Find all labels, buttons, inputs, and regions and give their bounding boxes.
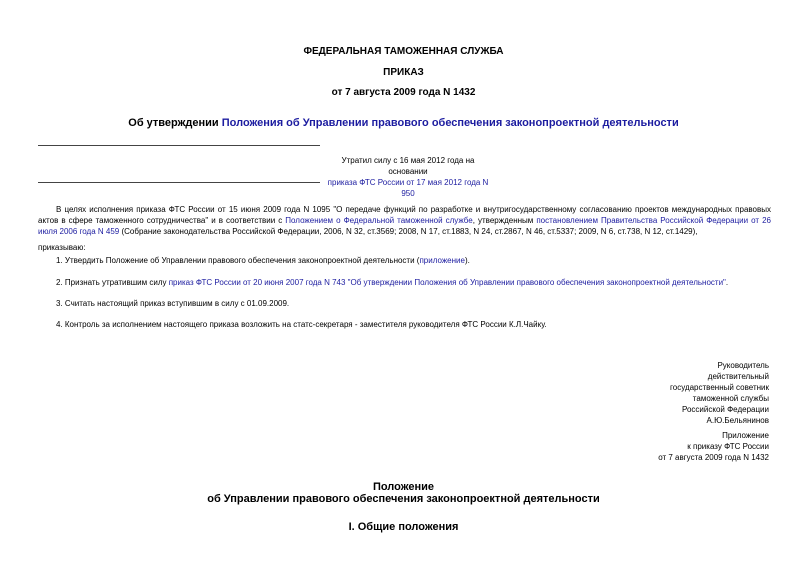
appendix-line-1: Приложение bbox=[722, 431, 769, 440]
signature-line-4: таможенной службы bbox=[692, 394, 769, 403]
item-1-end: ). bbox=[464, 256, 470, 265]
divider-top bbox=[38, 145, 320, 146]
preamble-text-2: , утвержденным bbox=[472, 216, 537, 225]
document-title bbox=[0, 117, 807, 129]
appendix-block bbox=[519, 430, 769, 463]
preamble-link-government-resolution[interactable]: постановлением Правительства Российской Федерации от 26 июля 2006 года N 459 bbox=[38, 216, 771, 236]
document-title-prefix: Об утверждении bbox=[128, 117, 222, 129]
item-1 bbox=[38, 255, 771, 266]
item-2-text: 2. Признать утратившим силу bbox=[56, 278, 169, 287]
item-4: 4. Контроль за исполнением настоящего приказа возложить на статс-секретаря - заместителя руководителя ФТС России К.Л.Чайку. bbox=[56, 320, 547, 329]
regulation-title: Положение bbox=[372, 481, 435, 493]
divider-bottom bbox=[38, 182, 320, 183]
signature-line-1: Руководитель bbox=[717, 361, 769, 370]
section-heading: I. Общие положения bbox=[348, 521, 459, 533]
document-date-number: от 7 августа 2009 года N 1432 bbox=[331, 87, 476, 98]
item-1-text: 1. Утвердить Положение об Управлении правового обеспечения законопроектной деятельности ( bbox=[56, 256, 420, 265]
signature-block bbox=[519, 360, 769, 426]
signature-line-5: Российской Федерации bbox=[682, 405, 769, 414]
regulation-subtitle: об Управлении правового обеспечения законопроектной деятельности bbox=[207, 493, 600, 505]
item-3: 3. Считать настоящий приказ вступившим в силу с 01.09.2009. bbox=[56, 299, 290, 308]
item-2-order-link[interactable]: приказ ФТС России от 20 июня 2007 года N 743 "Об утверждении Положения об Управлении правового обеспечения законопроектной деятельности" bbox=[168, 278, 726, 287]
item-2 bbox=[38, 277, 771, 288]
signature-line-3: государственный советник bbox=[670, 383, 769, 392]
preamble-text-1: В целях исполнения приказа ФТС России от 15 июня 2009 года N 1095 "О передаче функций по разработке и внутригосударственному согласованию проектов международных правовых актов в сфере таможенного сотрудничества" и в соответствии с bbox=[38, 205, 771, 225]
preamble-text-3: (Собрание законодательства Российской Федерации, 2006, N 32, ст.3569; 2008, N 17, ст.1883, N 24, ст.2867, N 46, ст.5337; 2009, N 6, ст.738, N 12, ст.1429), bbox=[119, 227, 698, 236]
appendix-line-3: от 7 августа 2009 года N 1432 bbox=[658, 453, 769, 462]
lost-force-note bbox=[323, 155, 493, 199]
signature-line-2: действительный bbox=[707, 372, 769, 381]
lost-force-link[interactable]: приказа ФТС России от 17 мая 2012 года N 950 bbox=[327, 178, 489, 198]
preamble-link-regulation-fts[interactable]: Положением о Федеральной таможенной службе bbox=[285, 216, 473, 225]
item-1-appendix-link[interactable]: приложение bbox=[419, 256, 465, 265]
preamble-paragraph bbox=[38, 204, 771, 237]
signature-name: А.Ю.Бельянинов bbox=[706, 416, 769, 425]
appendix-line-2: к приказу ФТС России bbox=[687, 442, 769, 451]
agency-name: ФЕДЕРАЛЬНАЯ ТАМОЖЕННАЯ СЛУЖБА bbox=[303, 46, 504, 57]
lost-force-line: Утратил силу с 16 мая 2012 года на основании bbox=[341, 156, 475, 176]
document-type: ПРИКАЗ bbox=[383, 67, 424, 78]
document-title-link[interactable]: Положения об Управлении правового обеспечения законопроектной деятельности bbox=[221, 117, 679, 129]
item-2-end: . bbox=[725, 278, 729, 287]
order-word: приказываю: bbox=[38, 243, 86, 252]
